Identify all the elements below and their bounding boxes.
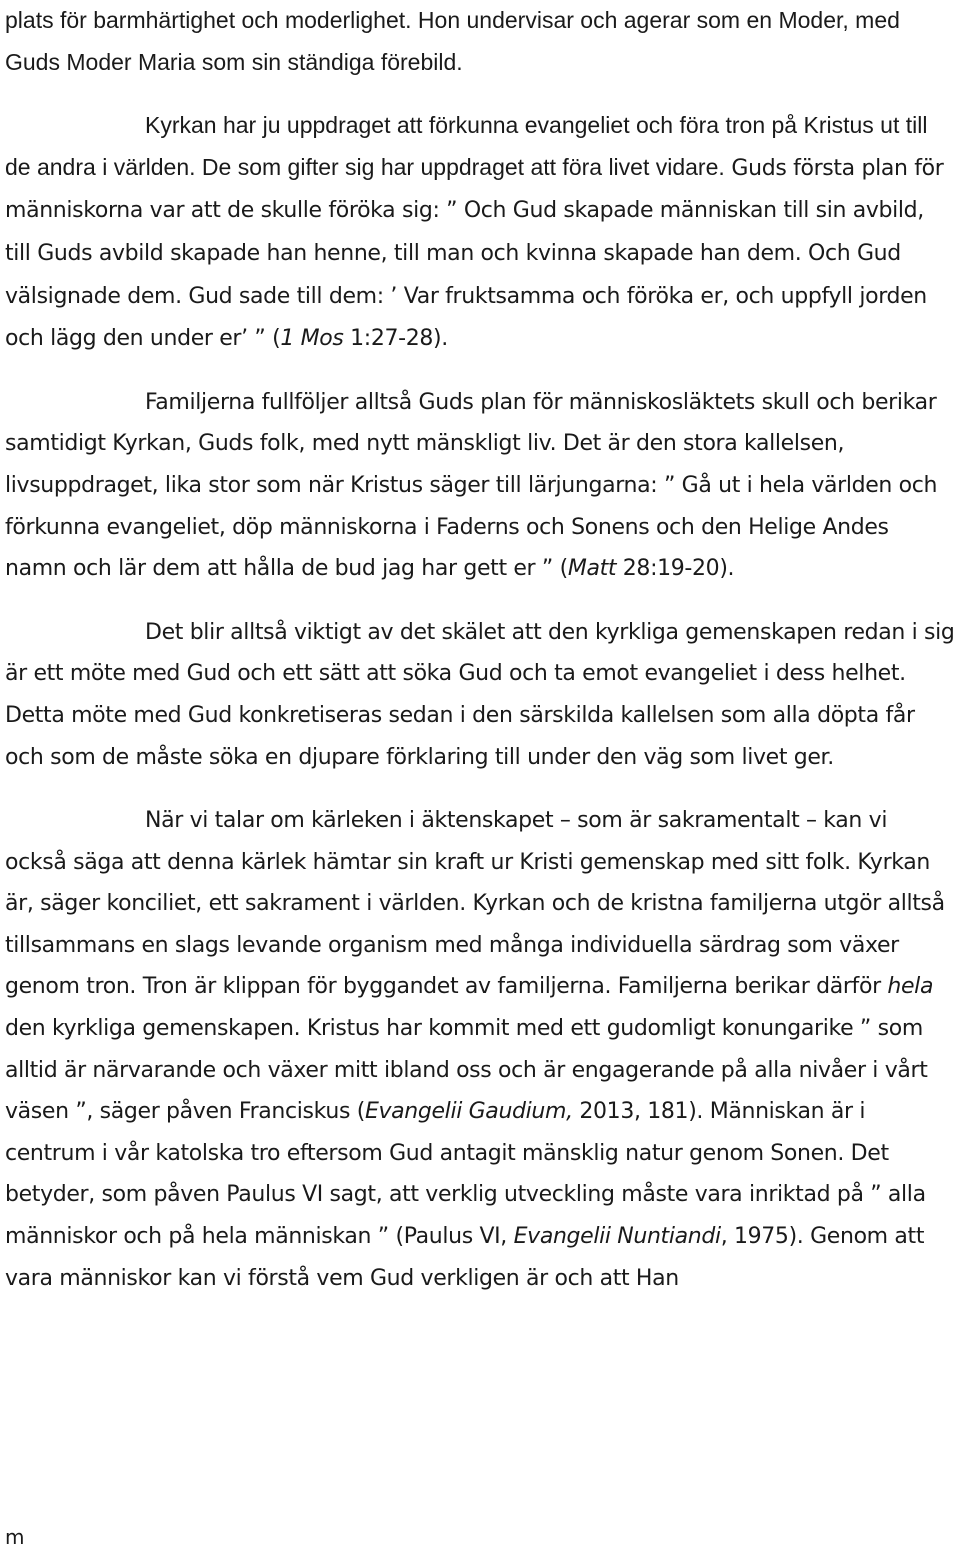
citation-italic: Evangelii Nuntiandi xyxy=(513,1224,721,1250)
paragraph-3 xyxy=(5,612,955,778)
document-page xyxy=(5,0,955,1299)
citation-italic: Evangelii Gaudium, xyxy=(364,1099,573,1125)
text-segment: den kyrkliga gemenskapen. Kristus har kommit med ett gudomligt konungarike ” som alltid är närvarande och växer mitt ibland oss och är engagerande på alla nivåer i vårt väsen ”, säger påven Franciskus ( xyxy=(5,1016,928,1125)
paragraph-0 xyxy=(5,0,955,83)
text-segment: Kyrkan har ju uppdraget att förkunna evangeliet och föra tron på Kristus ut till de andra i världen. De som gifter sig har uppdraget att föra livet vidare. xyxy=(5,112,928,180)
text-segment: , 1975). Genom att vara människor kan vi förstå vem Gud verkligen är och att Han xyxy=(5,1224,925,1291)
text-segment: plats för barmhärtighet och moderlighet. Hon undervisar och agerar som en Moder, med Guds Moder Maria som sin ständiga förebild. xyxy=(5,7,900,75)
paragraph-gap xyxy=(5,778,955,800)
emphasis-italic: hela xyxy=(887,974,934,1000)
text-segment: 2013, 181). Människan är i centrum i vår katolska tro eftersom Gud antagit mänsklig natur genom Sonen. Det betyder, som påven Paulus VI sagt, att verklig utveckling måste vara inriktad på ” alla människor och på hela människan ” (Paulus VI, xyxy=(5,1099,926,1250)
text-segment: Familjerna fullföljer alltså Guds plan för människosläktets skull och berikar samtidigt Kyrkan, Guds folk, med nytt mänskligt liv. Det är den stora kallelsen, livsuppdraget, lika stor som när Kristus säger till lärjungarna: ” Gå ut i hela världen och förkunna evangeliet, döp människorna i Faderns och Sonens och den Helige Andes namn och lär dem att hålla de bud jag har gett er ” ( xyxy=(5,389,938,582)
paragraph-gap xyxy=(5,83,955,105)
citation-italic: Matt xyxy=(567,556,617,582)
text-segment: När vi talar om kärleken i äktenskapet – som är sakramentalt – kan vi också säga att denna kärlek hämtar sin kraft ur Kristi gemenskap med sitt folk. Kyrkan är, säger konciliet, ett sakrament i världen. Kyrkan och de kristna familjerna utgör alltså tillsammans en slags levande organism med många individuella särdrag som växer genom tron. Tron är klippan för byggandet av familjerna. Familjerna berikar därför xyxy=(5,808,945,1000)
text-segment: Guds första plan för människorna var att de skulle föröka sig: ” Och Gud skapade människan till sin avbild, till Guds avbild skapade han henne, till man och kvinna skapade han dem. Och Gud välsignade dem. Gud sade till dem: ’ Var fruktsamma och föröka er, och uppfyll jorden och lägg den under er’ ” ( xyxy=(5,155,944,352)
text-segment: 28:19-20). xyxy=(616,556,735,582)
paragraph-gap xyxy=(5,360,955,382)
citation-italic: 1 Mos xyxy=(280,326,344,352)
paragraph-2 xyxy=(5,382,955,590)
footer-mark: m xyxy=(5,1525,25,1549)
text-segment: 1:27-28). xyxy=(343,326,448,352)
text-segment: Det blir alltså viktigt av det skälet att den kyrkliga gemenskapen redan i sig är ett möte med Gud och ett sätt att söka Gud och ta emot evangeliet i dess helhet. Detta möte med Gud konkretiseras sedan i den särskilda kallelsen som alla döpta får och som de måste söka en djupare förklaring till under den väg som livet ger. xyxy=(5,619,955,770)
paragraph-1 xyxy=(5,105,955,360)
paragraph-gap xyxy=(5,590,955,612)
paragraph-4 xyxy=(5,800,955,1299)
